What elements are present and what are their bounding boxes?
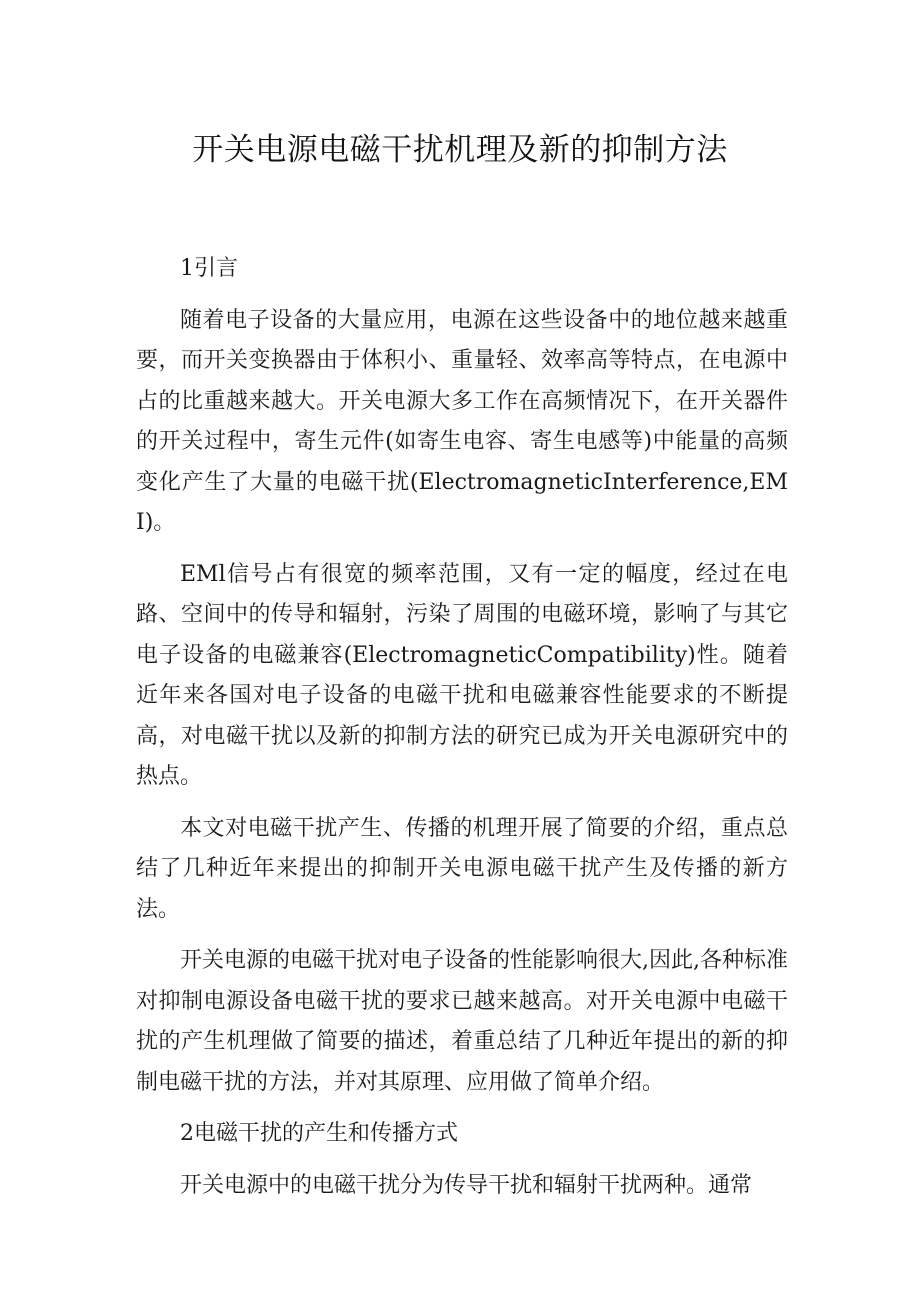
- paragraph: 开关电源的电磁干扰对电子设备的性能影响很大,因此,各种标准对抑制电源设备电磁干扰的要求已越来越高。对开关电源中电磁干扰的产生机理做了简要的描述，着重总结了几种近年提出的新的抑制电磁干扰的方法，并对其原理、应用做了简单介绍。: [136, 948, 788, 1095]
- paragraph: 本文对电磁干扰产生、传播的机理开展了简要的介绍，重点总结了几种近年来提出的抑制开关电源电磁干扰产生及传播的新方法。: [136, 815, 788, 922]
- paragraph: EMl信号占有很宽的频率范围，又有一定的幅度，经过在电路、空间中的传导和辐射，污染了周围的电磁环境，影响了与其它电子设备的电磁兼容(ElectromagneticCompatibility)性。随着近年来各国对电子设备的电磁干扰和电磁兼容性能要求的不断提高，对电磁干扰以及新的抑制方法的研究已成为开关电源研究中的热点。: [136, 561, 788, 789]
- paragraph: 开关电源中的电磁干扰分为传导干扰和辐射干扰两种。通常: [180, 1172, 753, 1198]
- paragraph: 随着电子设备的大量应用，电源在这些设备中的地位越来越重要，而开关变换器由于体积小、重量轻、效率高等特点，在电源中占的比重越来越大。开关电源大多工作在高频情况下，在开关器件的开关过程中，寄生元件(如寄生电容、寄生电感等)中能量的高频变化产生了大量的电磁干扰(ElectromagneticInterference,EMI)。: [136, 307, 788, 535]
- document-body: [136, 249, 788, 1206]
- section-heading-introduction: 1引言: [180, 256, 238, 281]
- section-heading-emi-generation: 2电磁干扰的产生和传播方式: [180, 1121, 458, 1146]
- document-title: 开关电源电磁干扰机理及新的抑制方法: [192, 132, 728, 168]
